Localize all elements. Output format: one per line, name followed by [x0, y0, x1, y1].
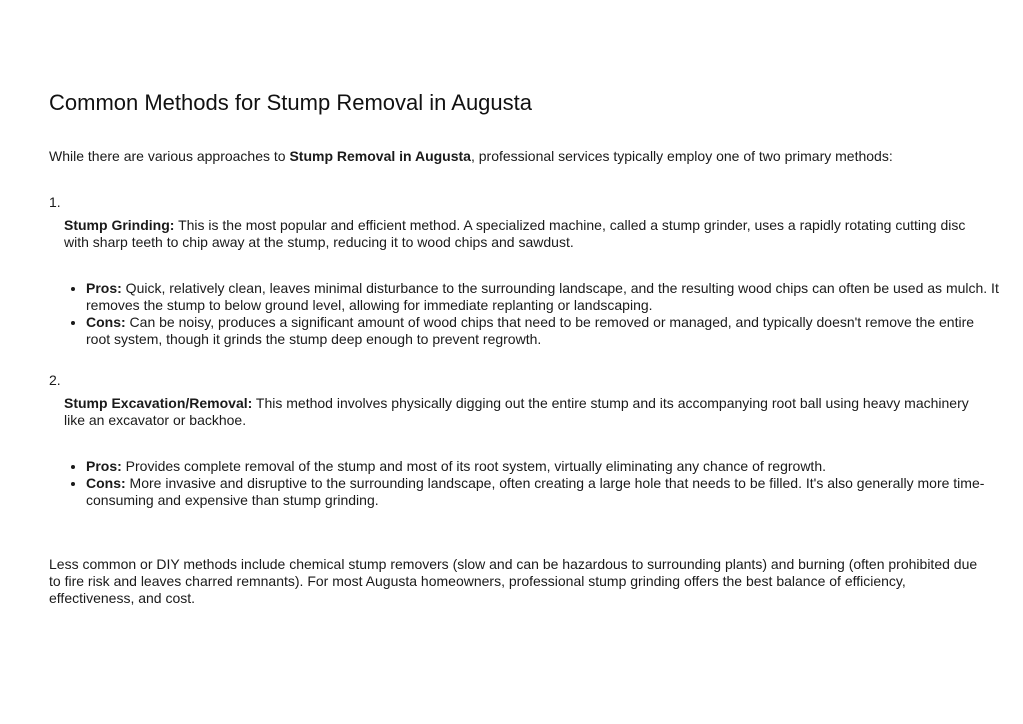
method-2-pros-text: Provides complete removal of the stump and most of its root system, virtually eliminating any chance of regrowth.	[121, 458, 826, 474]
method-2-bullet-list	[64, 458, 1001, 509]
method-1-text: This is the most popular and efficient method. A specialized machine, called a stump grinder, uses a rapidly rotating cutting disc with sharp teeth to chip away at the stump, reducing it to wood chips and sawdust.	[64, 217, 966, 250]
method-2-description	[64, 395, 979, 429]
method-2-name: Stump Excavation/Removal:	[64, 395, 253, 411]
method-2-cons-label: Cons:	[86, 475, 126, 491]
closing-paragraph: Less common or DIY methods include chemical stump removers (slow and can be hazardous to surrounding plants) and burning (often prohibited due to fire risk and leaves charred remnants). For most Augusta homeowners, professional stump grinding offers the best balance of efficiency, effectiveness, and cost.	[49, 556, 978, 606]
method-2-number: 2.	[49, 372, 61, 388]
method-1-cons-label: Cons:	[86, 314, 126, 330]
method-1-cons	[86, 314, 1001, 348]
method-1-name: Stump Grinding:	[64, 217, 175, 233]
page-title: Common Methods for Stump Removal in Augusta	[49, 90, 533, 115]
method-1-number: 1.	[49, 194, 61, 210]
method-2-text: This method involves physically digging out the entire stump and its accompanying root ball using heavy machinery like an excavator or backhoe.	[64, 395, 969, 428]
intro-keyword: Stump Removal in Augusta	[289, 148, 471, 164]
method-1-cons-text: Can be noisy, produces a significant amount of wood chips that need to be removed or managed, and typically doesn't remove the entire root system, though it grinds the stump deep enough to prevent regrowth.	[86, 314, 975, 347]
method-1-bullet-list	[64, 280, 1001, 348]
method-2-pros	[86, 458, 1001, 475]
method-2-cons	[86, 475, 1001, 509]
intro-text-after: , professional services typically employ one of two primary methods:	[470, 148, 893, 164]
method-2-pros-label: Pros:	[86, 458, 122, 474]
intro-text-before: While there are various approaches to	[49, 148, 290, 164]
method-1-pros-text: Quick, relatively clean, leaves minimal disturbance to the surrounding landscape, and the resulting wood chips can often be used as mulch. It removes the stump to below ground level, allowing for immediate replanting or landscaping.	[86, 280, 999, 313]
method-1-pros-label: Pros:	[86, 280, 122, 296]
method-2-cons-text: More invasive and disruptive to the surrounding landscape, often creating a large hole that needs to be filled. It's also generally more time-consuming and expensive than stump grinding.	[86, 475, 985, 508]
intro-paragraph	[49, 148, 979, 165]
method-1-pros	[86, 280, 1001, 314]
method-1-description	[64, 217, 979, 251]
